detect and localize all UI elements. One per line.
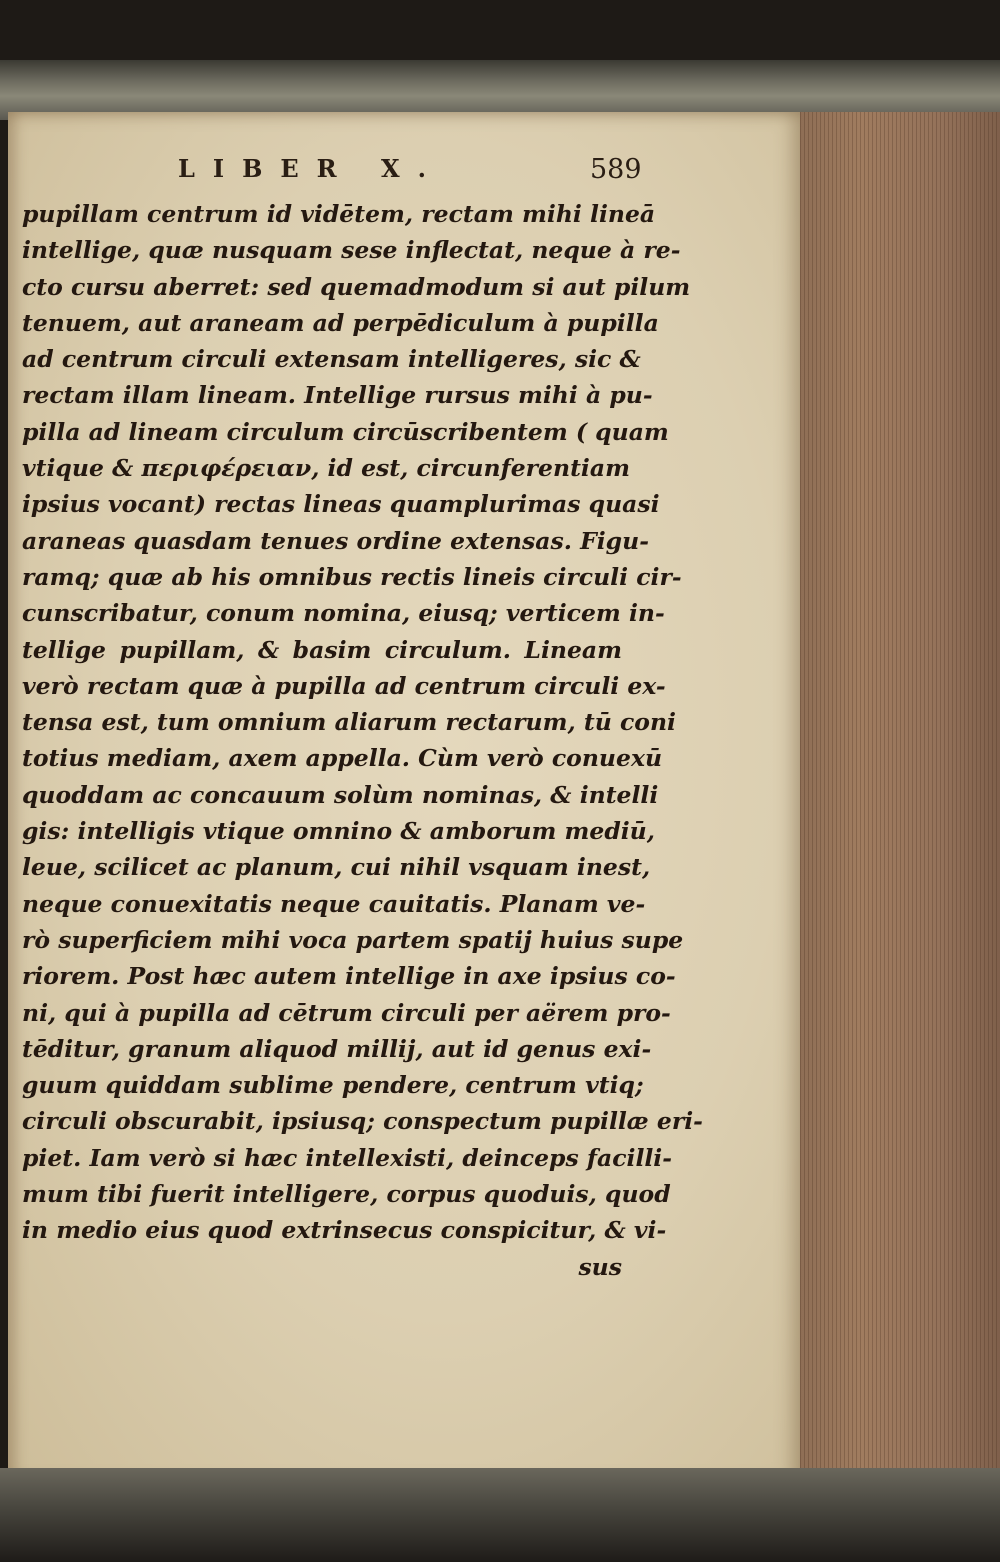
text-line: riorem. Post hæc autem intellige in axe ipsius co-: [22, 962, 676, 991]
text-line: guum quiddam sublime pendere, centrum vtiq;: [22, 1071, 644, 1100]
text-line: pilla ad lineam circulum circūscribentem ( quam: [22, 417, 669, 446]
text-line: cto cursu aberret: sed quemadmodum si aut pilum: [22, 272, 691, 301]
text-line: tenuem, aut araneam ad perpēdiculum à pupilla: [22, 308, 659, 337]
book-binding-bottom: [0, 1468, 1000, 1562]
body-text: [22, 196, 703, 1285]
catchword: sus: [578, 1252, 622, 1281]
text-line: quoddam ac concauum solùm nominas, & intelli: [22, 780, 659, 809]
text-line: piet. Iam verò si hæc intellexisti, deinceps facilli-: [22, 1143, 672, 1172]
text-line: gis: intelligis vtique omnino & amborum mediū,: [22, 817, 655, 846]
text-line: ni, qui à pupilla ad cētrum circuli per aërem pro-: [22, 998, 671, 1027]
text-line: neque conuexitatis neque cauitatis. Planam ve-: [22, 889, 646, 918]
text-line: rò superficiem mihi voca partem spatij huius supe: [22, 925, 684, 954]
text-line: leue, scilicet ac planum, cui nihil vsquam inest,: [22, 853, 651, 882]
text-line: tēditur, granum aliquod millij, aut id genus exi-: [22, 1034, 652, 1063]
page-edges: [800, 112, 1000, 1484]
text-line: mum tibi fuerit intelligere, corpus quoduis, quod: [22, 1180, 671, 1209]
page-number: 589: [590, 154, 642, 185]
text-line: araneas quasdam tenues ordine extensas. Figu-: [22, 526, 649, 555]
running-head-title: LIBER X.: [178, 154, 444, 183]
text-line: vtique & περιφέρειαν, id est, circunferentiam: [22, 454, 630, 483]
text-line: intellige, quæ nusquam sese inflectat, neque à re-: [22, 236, 681, 265]
text-line: totius mediam, axem appella. Cùm verò conuexū: [22, 744, 663, 773]
text-line: verò rectam quæ à pupilla ad centrum circuli ex-: [22, 671, 666, 700]
text-line: ad centrum circuli extensam intelligeres, sic &: [22, 345, 641, 374]
book-binding-top: [0, 60, 1000, 120]
text-line: tellige pupillam, & basim circulum. Lineam: [22, 635, 622, 664]
text-line: rectam illam lineam. Intellige rursus mihi à pu-: [22, 381, 653, 410]
text-line: ipsius vocant) rectas lineas quamplurimas quasi: [22, 490, 660, 519]
text-line: ramq; quæ ab his omnibus rectis lineis circuli cir-: [22, 562, 682, 591]
running-head: [0, 154, 810, 194]
text-line: pupillam centrum id vidētem, rectam mihi lineā: [22, 200, 656, 228]
text-line: tensa est, tum omnium aliarum rectarum, tū coni: [22, 708, 676, 737]
text-line: in medio eius quod extrinsecus conspicitur, & vi-: [22, 1216, 667, 1245]
text-line: cunscribatur, conum nomina, eiusq; verticem in-: [22, 599, 665, 628]
text-line: circuli obscurabit, ipsiusq; conspectum pupillæ eri-: [22, 1107, 703, 1136]
